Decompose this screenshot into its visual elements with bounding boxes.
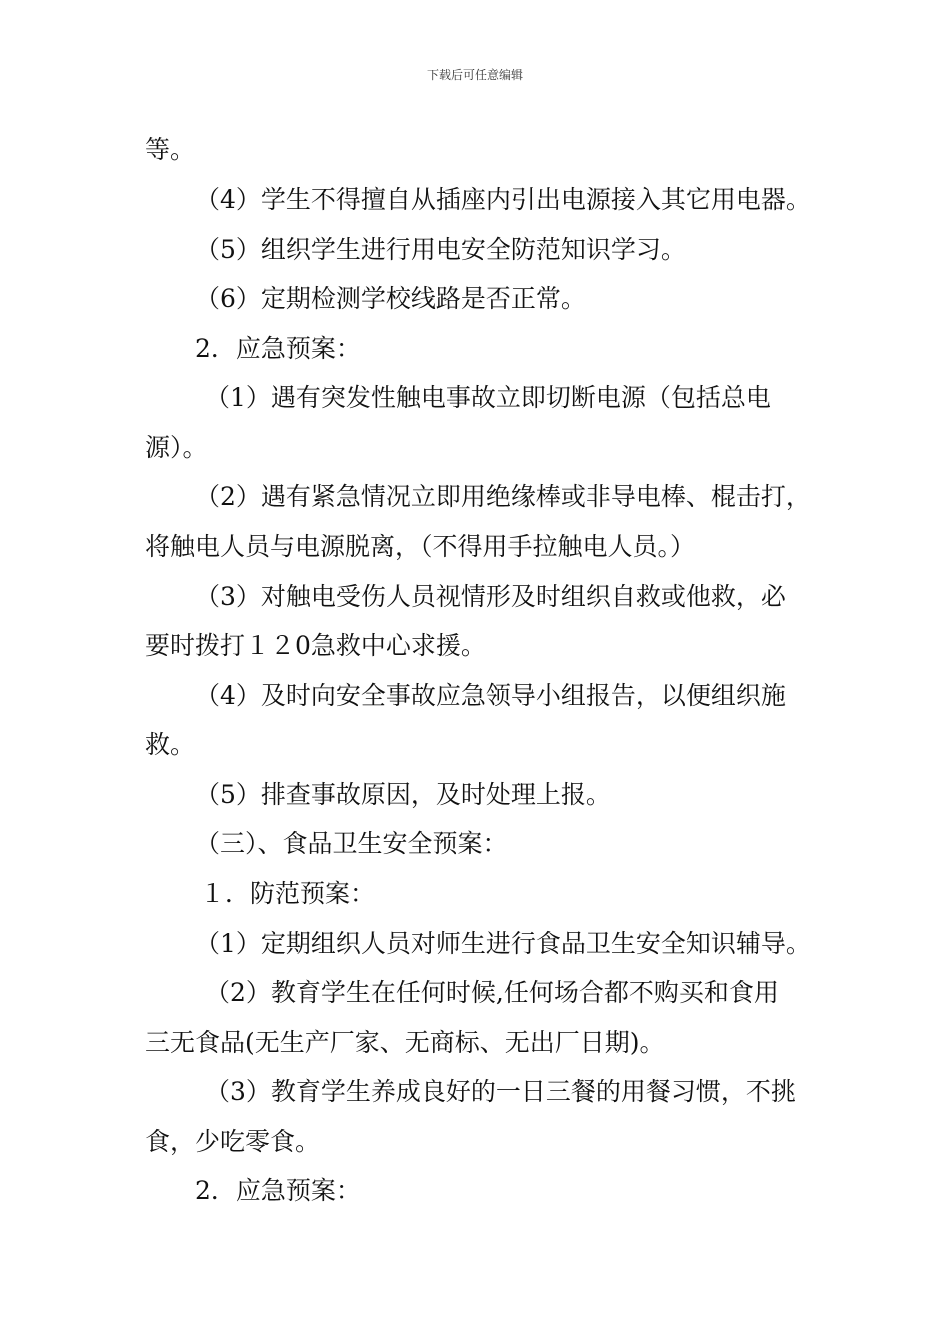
paragraph-line: （5）排查事故原因，及时处理上报。 bbox=[195, 780, 611, 809]
section-heading: 2．应急预案： bbox=[195, 334, 361, 363]
paragraph-line: 食，少吃零食。 bbox=[145, 1127, 321, 1156]
paragraph-line: （4）学生不得擅自从插座内引出电源接入其它用电器。 bbox=[195, 185, 811, 214]
paragraph-line: （6）定期检测学校线路是否正常。 bbox=[195, 284, 586, 313]
paragraph-line: 将触电人员与电源脱离，（不得用手拉触电人员。） bbox=[145, 532, 696, 561]
paragraph-line: （3）教育学生养成良好的一日三餐的用餐习惯，不挑 bbox=[205, 1077, 796, 1106]
section-heading: 2．应急预案： bbox=[195, 1176, 361, 1205]
paragraph-line: 要时拨打１２0急救中心求援。 bbox=[145, 631, 486, 660]
paragraph-line: （3）对触电受伤人员视情形及时组织自救或他救，必 bbox=[195, 582, 786, 611]
paragraph-line: 源）。 bbox=[145, 433, 208, 462]
paragraph-line: 等。 bbox=[145, 135, 196, 164]
paragraph-line: 三无食品(无生产厂家、无商标、无出厂日期)。 bbox=[145, 1028, 665, 1057]
paragraph-line: 救。 bbox=[145, 730, 196, 759]
page-header: 下载后可任意编辑 bbox=[426, 68, 523, 82]
paragraph-line: （4）及时向安全事故应急领导小组报告，以便组织施 bbox=[195, 681, 786, 710]
section-heading: １．防范预案： bbox=[200, 879, 376, 908]
section-heading: （三）、食品卫生安全预案： bbox=[195, 829, 508, 858]
paragraph-line: （1）定期组织人员对师生进行食品卫生安全知识辅导。 bbox=[195, 929, 811, 958]
paragraph-line: （1）遇有突发性触电事故立即切断电源（包括总电 bbox=[205, 383, 771, 412]
paragraph-line: （2）遇有紧急情况立即用绝缘棒或非导电棒、棍击打， bbox=[195, 482, 811, 511]
paragraph-line: （2）教育学生在任何时候,任何场合都不购买和食用 bbox=[205, 978, 779, 1007]
paragraph-line: （5）组织学生进行用电安全防范知识学习。 bbox=[195, 235, 686, 264]
